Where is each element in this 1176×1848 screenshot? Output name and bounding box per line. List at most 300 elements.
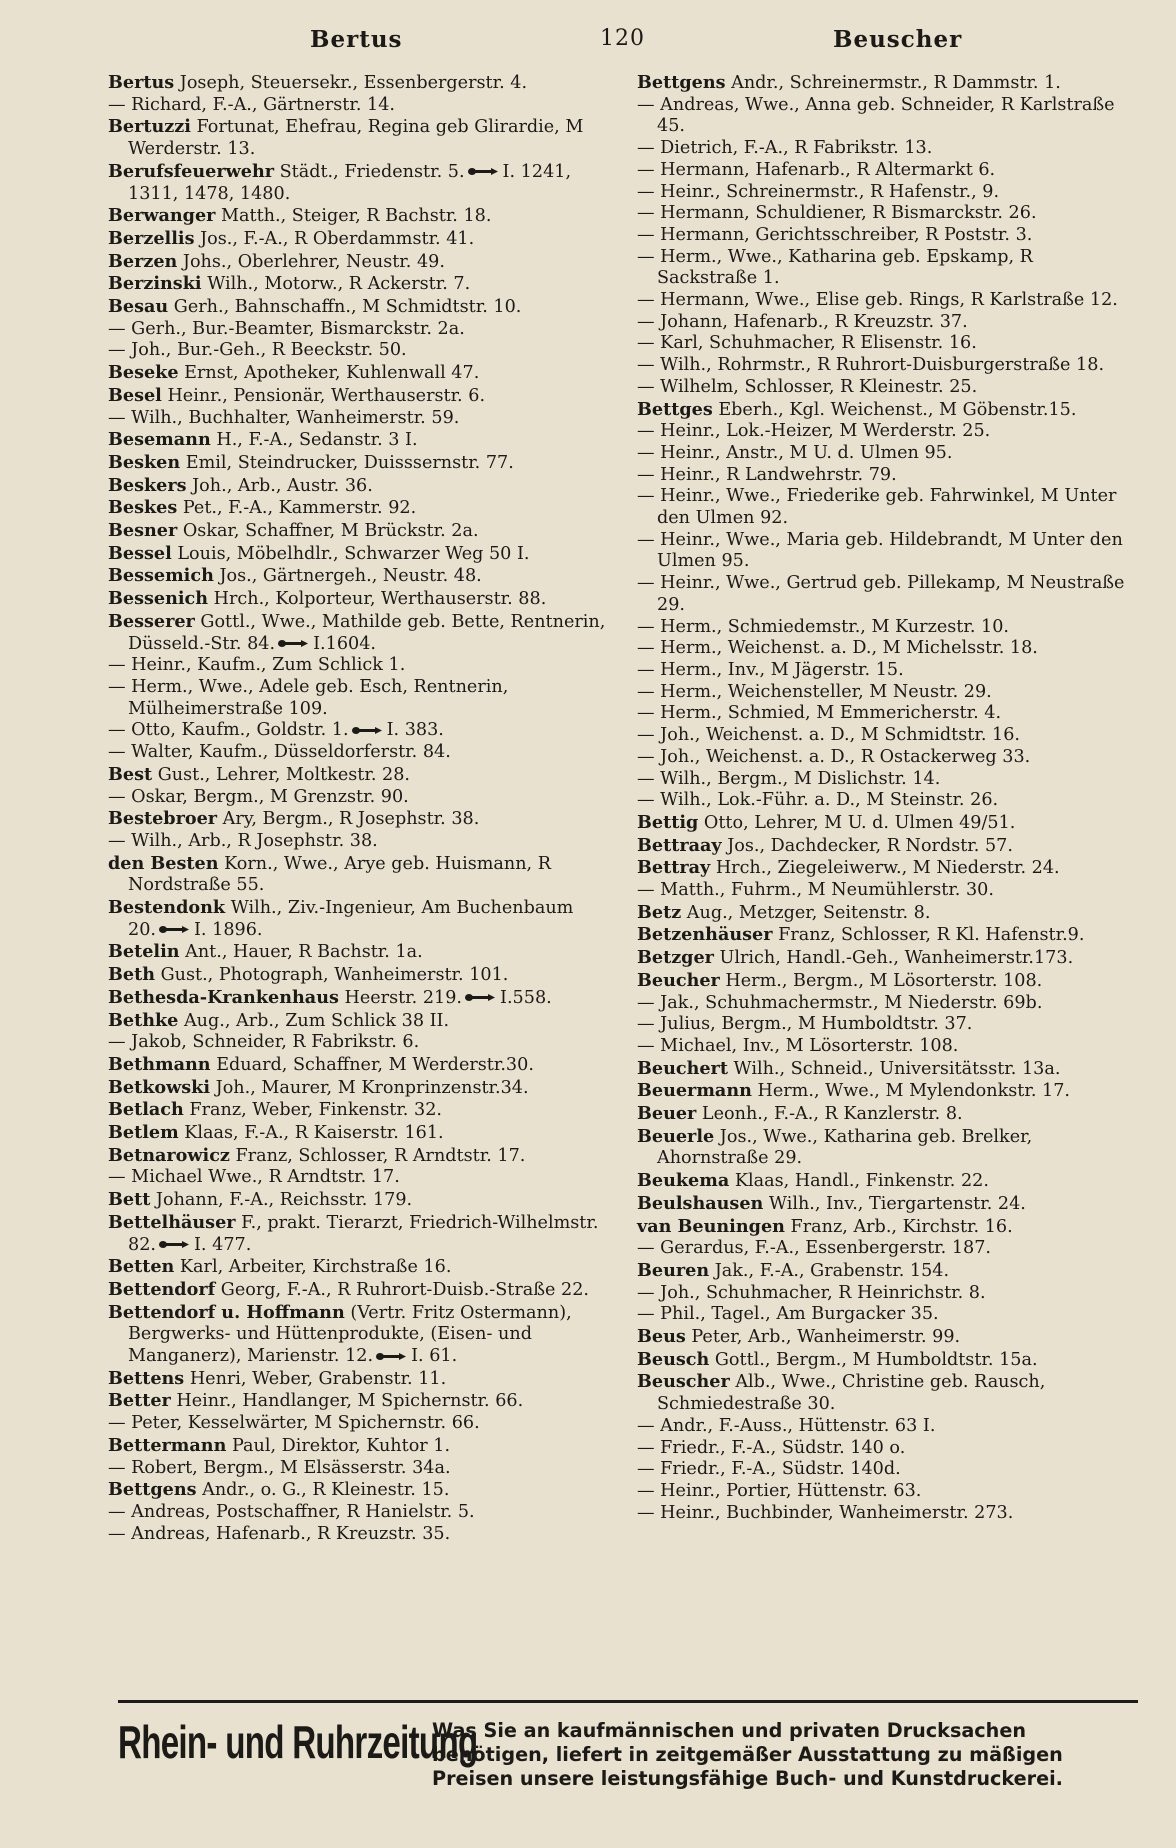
directory-entry: [637, 377, 1137, 399]
entry-details: — Andr., F.-Auss., Hüttenstr. 63 I.: [637, 1415, 936, 1436]
entry-details: Wilh., Ziv.-Ingenieur, Am Buchenbaum 20.: [128, 898, 574, 940]
entry-details: H., F.-A., Sedanstr. 3 I.: [216, 430, 418, 451]
directory-entry: [637, 660, 1137, 682]
directory-entry: [108, 964, 606, 987]
entry-details: Heerstr. 219.: [344, 987, 463, 1008]
directory-entry: [108, 1167, 606, 1189]
directory-entry: [108, 764, 606, 787]
directory-entry: [108, 808, 606, 831]
entry-surname: Beth: [108, 964, 155, 986]
advertisement-banner: [118, 1700, 1138, 1813]
directory-entry: [637, 1481, 1137, 1503]
entry-details: Karl, Arbeiter, Kirchstraße 16.: [179, 1257, 452, 1278]
header-left-keyword: Bertus: [310, 26, 403, 53]
directory-entry: [637, 1216, 1137, 1239]
entry-surname: Besner: [108, 520, 178, 542]
directory-entry: [637, 1260, 1137, 1283]
entry-details: Aug., Metzger, Seitenstr. 8.: [686, 902, 931, 923]
entry-surname: Bettig: [637, 811, 699, 833]
directory-entry: [637, 769, 1137, 791]
directory-entry: [108, 1279, 606, 1302]
entry-details: Paul, Direktor, Kuhtor 1.: [231, 1435, 451, 1456]
entry-surname: Bettray: [637, 857, 711, 879]
directory-entry: [637, 1126, 1137, 1170]
entry-details: Joseph, Steuersekr., Essenbergerstr. 4.: [179, 73, 528, 93]
entry-details: Franz, Weber, Finkenstr. 32.: [189, 1100, 442, 1121]
entry-details: — Andreas, Postschaffner, R Hanielstr. 5.: [108, 1502, 475, 1522]
directory-entry: [637, 72, 1137, 95]
directory-entry: [637, 1193, 1137, 1216]
telephone-icon: [277, 639, 309, 648]
entry-details: — Oskar, Bergm., M Grenzstr. 90.: [108, 786, 409, 807]
directory-entry: [637, 835, 1137, 858]
directory-entry: [108, 1256, 606, 1279]
directory-entry: [637, 617, 1137, 639]
entry-details: — Wilhelm, Schlosser, R Kleinestr. 25.: [637, 376, 978, 397]
entry-surname: Betz: [637, 901, 682, 923]
entry-surname: Berzinski: [108, 273, 202, 295]
entry-details: — Andreas, Wwe., Anna geb. Schneider, R Karlstraße 45.: [637, 94, 1115, 137]
directory-entry: [108, 205, 606, 228]
directory-entry: [108, 1502, 606, 1524]
entry-details: Wilh., Inv., Tiergartenstr. 24.: [768, 1193, 1026, 1214]
directory-entry: [108, 1368, 606, 1391]
directory-entry: [108, 116, 606, 160]
directory-entry: [637, 399, 1137, 422]
directory-entry: [108, 565, 606, 588]
entry-surname: Betelin: [108, 941, 180, 963]
entry-surname: Bett: [108, 1189, 151, 1211]
directory-entry: [108, 655, 606, 677]
entry-surname: Beuerle: [637, 1125, 715, 1147]
entry-details: Andr., o. G., R Kleinestr. 15.: [202, 1480, 450, 1501]
entry-details: Gerh., Bahnschaffn., M Schmidtstr. 10.: [173, 297, 522, 318]
directory-entry: [637, 1238, 1137, 1260]
entry-details: Matth., Steiger, R Bachstr. 18.: [221, 206, 492, 227]
entry-details: Ary, Bergm., R Josephstr. 38.: [222, 809, 480, 830]
directory-entry: [637, 247, 1137, 290]
entry-surname: Besserer: [108, 610, 195, 632]
header-right-keyword: Beuscher: [833, 26, 963, 53]
entry-details: F., prakt. Tierarzt, Friedrich-Wilhelmstr. 82.: [128, 1212, 599, 1255]
entry-details: — Herm., Weichenst. a. D., M Michelsstr. 18.: [637, 638, 1038, 659]
directory-entry: [637, 970, 1137, 993]
telephone-icon: [351, 726, 383, 735]
entry-details: Jos., Dachdecker, R Nordstr. 57.: [727, 835, 1013, 856]
entry-details: — Joh., Weichenst. a. D., M Schmidtstr. 16.: [637, 725, 1020, 746]
entry-details: — Herm., Weichensteller, M Neustr. 29.: [637, 681, 992, 702]
directory-entry: [108, 1390, 606, 1413]
entry-surname: Better: [108, 1390, 171, 1412]
entry-surname: Betten: [108, 1256, 175, 1278]
entry-details: — Jak., Schuhmachermstr., M Niederstr. 69b.: [637, 992, 1043, 1013]
directory-entry: [108, 228, 606, 251]
entry-details: — Friedr., F.-A., Südstr. 140d.: [637, 1459, 901, 1480]
entry-surname: Beskers: [108, 474, 187, 496]
directory-entry: [637, 443, 1137, 465]
directory-entry: [637, 790, 1137, 812]
directory-entry: [637, 947, 1137, 970]
directory-entry: [108, 1189, 606, 1212]
entry-details: — Wilh., Bergm., M Dislichstr. 14.: [637, 768, 941, 789]
entry-surname: van Beuningen: [637, 1215, 785, 1237]
entry-details: Klaas, Handl., Finkenstr. 22.: [734, 1171, 989, 1192]
entry-details: — Michael Wwe., R Arndtstr. 17.: [108, 1167, 400, 1188]
entry-details: Jak., F.-A., Grabenstr. 154.: [714, 1260, 950, 1281]
entry-details: — Herm., Inv., M Jägerstr. 15.: [637, 659, 904, 680]
entry-details: Städt., Friedenstr. 5.: [279, 161, 465, 182]
directory-entry: [637, 1080, 1137, 1103]
entry-details: Georg, F.-A., R Ruhrort-Duisb.-Straße 22.: [220, 1279, 590, 1300]
entry-surname: Best: [108, 763, 153, 785]
entry-details: — Heinr., Buchbinder, Wanheimerstr. 273.: [637, 1502, 1014, 1523]
entry-surname: Besken: [108, 451, 181, 473]
entry-surname: Beuscher: [637, 1371, 730, 1393]
directory-entry: [108, 1212, 606, 1256]
directory-entry: [108, 677, 606, 720]
directory-entry: [637, 1170, 1137, 1193]
entry-surname: Betlach: [108, 1099, 184, 1121]
directory-entry: [108, 787, 606, 809]
directory-entry: [108, 1099, 606, 1122]
entry-details: — Hermann, Gerichtsschreiber, R Poststr. 3.: [637, 224, 1033, 245]
right-column: [637, 72, 1137, 1524]
entry-surname: Besel: [108, 384, 162, 406]
entry-details: Korn., Wwe., Arye geb. Huismann, R Nordstraße 55.: [128, 853, 551, 896]
directory-entry: [108, 831, 606, 853]
entry-details: Gottl., Wwe., Mathilde geb. Bette, Rentnerin, Düsseld.-Str. 84.: [128, 611, 606, 654]
directory-entry: [108, 273, 606, 296]
directory-entry: [637, 160, 1137, 182]
directory-entry: [637, 857, 1137, 880]
directory-entry: [637, 638, 1137, 660]
entry-details: — Hermann, Schuldiener, R Bismarckstr. 26.: [637, 203, 1037, 224]
directory-entry: [637, 812, 1137, 835]
directory-entry: [108, 1122, 606, 1145]
left-column: [108, 72, 606, 1545]
entry-details: Franz, Schlosser, R Kl. Hafenstr.9.: [778, 925, 1085, 946]
directory-entry: [108, 588, 606, 611]
entry-surname: Bessenich: [108, 588, 209, 610]
entry-details: — Joh., Weichenst. a. D., R Ostackerweg 33.: [637, 746, 1031, 767]
directory-entry: [637, 1058, 1137, 1081]
entry-details: Heinr., Pensionär, Werthauserstr. 6.: [167, 385, 486, 406]
directory-entry: [637, 1326, 1137, 1349]
directory-entry: [108, 161, 606, 205]
entry-surname: Bettgens: [637, 72, 726, 93]
directory-entry: [108, 452, 606, 475]
entry-details: Franz, Schlosser, R Arndtstr. 17.: [235, 1145, 526, 1166]
entry-details: Alb., Wwe., Christine geb. Rausch, Schmiedestraße 30.: [657, 1372, 1046, 1415]
directory-entry: [108, 1413, 606, 1435]
directory-entry: [637, 1014, 1137, 1036]
entry-details: Emil, Steindrucker, Duisssernstr. 77.: [185, 452, 514, 473]
entry-details: — Heinr., Wwe., Friederike geb. Fahrwinkel, M Unter den Ulmen 92.: [637, 486, 1117, 529]
advertisement-text: Was Sie an kaufmännischen und privaten Drucksachen benötigen, liefert in zeitgemäßer Ausstattung zu mäßigen Preisen unsere leistungsfähige Buch- und Kunstdruckerei.: [432, 1719, 1063, 1790]
advertisement-title: Rhein- und Ruhrzeitung: [118, 1716, 478, 1768]
entry-details: Pet., F.-A., Kammerstr. 92.: [182, 498, 417, 519]
entry-details: — Phil., Tagel., Am Burgacker 35.: [637, 1304, 939, 1325]
entry-details: Hrch., Ziegeleiwerw., M Niederstr. 24.: [715, 858, 1060, 879]
entry-details: Franz, Arb., Kirchstr. 16.: [790, 1216, 1013, 1237]
entry-details: Ulrich, Handl.-Geh., Wanheimerstr.173.: [719, 948, 1074, 969]
directory-entry: [637, 290, 1137, 312]
entry-details: Andr., Schreinermstr., R Dammstr. 1.: [731, 73, 1061, 93]
entry-surname: Bestebroer: [108, 808, 218, 830]
entry-phone-number: I.558.: [500, 987, 552, 1008]
entry-details: — Wilh., Buchhalter, Wanheimerstr. 59.: [108, 407, 460, 428]
entry-details: — Hermann, Wwe., Elise geb. Rings, R Karlstraße 12.: [637, 290, 1118, 311]
entry-details: Gust., Lehrer, Moltkestr. 28.: [157, 764, 410, 785]
directory-entry: [108, 408, 606, 430]
entry-surname: Besemann: [108, 429, 211, 451]
directory-entry: [108, 362, 606, 385]
directory-entry: [108, 853, 606, 897]
entry-surname: Bettgens: [108, 1479, 197, 1501]
entry-details: Eberh., Kgl. Weichenst., M Göbenstr.15.: [718, 399, 1077, 420]
directory-entry: [637, 355, 1137, 377]
entry-surname: Betkowski: [108, 1076, 211, 1098]
entry-details: Ant., Hauer, R Bachstr. 1a.: [185, 942, 423, 963]
directory-entry: [637, 682, 1137, 704]
entry-surname: Beuchert: [637, 1057, 728, 1079]
directory-entry: [637, 1349, 1137, 1372]
directory-entry: [637, 1371, 1137, 1415]
entry-details: — Walter, Kaufm., Düsseldorferstr. 84.: [108, 742, 451, 763]
entry-details: Hrch., Kolporteur, Werthauserstr. 88.: [213, 589, 547, 610]
entry-details: Johann, F.-A., Reichsstr. 179.: [155, 1190, 413, 1211]
entry-phone-number: I. 1896.: [193, 919, 263, 940]
entry-surname: Beusch: [637, 1348, 710, 1370]
entry-details: Heinr., Handlanger, M Spichernstr. 66.: [176, 1391, 524, 1412]
entry-surname: Besau: [108, 296, 169, 318]
entry-surname: Bettges: [637, 398, 713, 420]
entry-phone-number: I. 1241, 1311, 1478, 1480.: [128, 161, 572, 204]
directory-entry: [637, 465, 1137, 487]
entry-details: — Jakob, Schneider, R Fabrikstr. 6.: [108, 1032, 420, 1053]
entry-details: — Heinr., Portier, Hüttenstr. 63.: [637, 1481, 922, 1501]
directory-entry: [108, 987, 606, 1010]
entry-details: — Wilh., Arb., R Josephstr. 38.: [108, 830, 378, 851]
telephone-icon: [464, 993, 496, 1002]
entry-details: Wilh., Motorw., R Ackerstr. 7.: [207, 274, 471, 295]
entry-details: Jos., F.-A., R Oberdammstr. 41.: [200, 228, 475, 249]
entry-surname: Beuer: [637, 1103, 697, 1125]
entry-details: Wilh., Schneid., Universitätsstr. 13a.: [733, 1058, 1061, 1079]
entry-surname: Bettelhäuser: [108, 1211, 236, 1233]
directory-entry: [637, 95, 1137, 138]
entry-surname: Beseke: [108, 362, 179, 384]
entry-details: — Johann, Hafenarb., R Kreuzstr. 37.: [637, 311, 968, 332]
directory-entry: [637, 182, 1137, 204]
entry-surname: Berzellis: [108, 227, 195, 249]
directory-entry: [108, 72, 606, 95]
entry-surname: Bettraay: [637, 834, 722, 856]
directory-entry: [108, 1524, 606, 1546]
entry-details: — Wilh., Rohrmstr., R Ruhrort-Duisburgerstraße 18.: [637, 355, 1105, 376]
entry-details: — Heinr., Schreinermstr., R Hafenstr., 9.: [637, 181, 1000, 202]
entry-surname: Betnarowicz: [108, 1144, 230, 1166]
directory-entry: [637, 486, 1137, 529]
entry-details: Jos., Gärtnergeh., Neustr. 48.: [219, 566, 482, 587]
entry-details: Klaas, F.-A., R Kaiserstr. 161.: [184, 1123, 444, 1144]
entry-details: Herm., Wwe., M Mylendonkstr. 17.: [757, 1081, 1070, 1102]
entry-details: — Herm., Wwe., Katharina geb. Epskamp, R Sackstraße 1.: [637, 246, 1033, 289]
entry-details: — Peter, Kesselwärter, M Spichernstr. 66.: [108, 1413, 480, 1434]
entry-details: Gottl., Bergm., M Humboldtstr. 15a.: [714, 1349, 1038, 1370]
entry-details: Joh., Maurer, M Kronprinzenstr.34.: [215, 1077, 529, 1098]
entry-surname: Beskes: [108, 497, 178, 519]
directory-entry: [637, 1283, 1137, 1305]
entry-details: — Otto, Kaufm., Goldstr. 1.: [108, 720, 349, 741]
directory-entry: [637, 902, 1137, 925]
entry-details: Leonh., F.-A., R Kanzlerstr. 8.: [701, 1104, 963, 1125]
entry-surname: Bessemich: [108, 565, 214, 587]
directory-entry: [108, 429, 606, 452]
entry-details: Oskar, Schaffner, M Brückstr. 2a.: [182, 521, 479, 542]
telephone-icon: [467, 167, 499, 176]
entry-surname: Bertus: [108, 72, 175, 93]
entry-details: — Joh., Schuhmacher, R Heinrichstr. 8.: [637, 1282, 986, 1303]
entry-surname: Betzenhäuser: [637, 924, 773, 946]
directory-entry: [108, 742, 606, 764]
entry-details: — Gerh., Bur.-Beamter, Bismarckstr. 2a.: [108, 318, 465, 339]
entry-surname: Bestendonk: [108, 897, 226, 919]
entry-surname: Beuren: [637, 1259, 710, 1281]
directory-entry: [108, 497, 606, 520]
entry-surname: den Besten: [108, 852, 219, 874]
entry-surname: Bethmann: [108, 1053, 211, 1075]
directory-entry: [108, 1479, 606, 1502]
entry-details: Gust., Photograph, Wanheimerstr. 101.: [160, 965, 509, 986]
directory-entry: [637, 1103, 1137, 1126]
directory-entry: [108, 1145, 606, 1168]
entry-details: — Herm., Schmiedemstr., M Kurzestr. 10.: [637, 616, 1010, 637]
entry-details: — Herm., Wwe., Adele geb. Esch, Rentnerin, Mülheimerstraße 109.: [108, 676, 509, 719]
directory-entry: [108, 319, 606, 341]
entry-details: — Herm., Schmied, M Emmericherstr. 4.: [637, 703, 1002, 724]
directory-entry: [637, 138, 1137, 160]
entry-details: — Gerardus, F.-A., Essenbergerstr. 187.: [637, 1238, 992, 1259]
directory-entry: [637, 1036, 1137, 1058]
telephone-icon: [158, 1240, 190, 1249]
directory-entry: [637, 924, 1137, 947]
directory-entry: [108, 720, 606, 742]
directory-entry: [637, 530, 1137, 573]
entry-phone-number: I. 61.: [411, 1346, 458, 1367]
entry-details: Louis, Möbelhdlr., Schwarzer Weg 50 I.: [177, 543, 530, 564]
entry-details: — Hermann, Hafenarb., R Altermarkt 6.: [637, 159, 996, 180]
entry-surname: Beulshausen: [637, 1192, 764, 1214]
entry-details: — Matth., Fuhrm., M Neumühlerstr. 30.: [637, 880, 994, 901]
directory-entry: [108, 1435, 606, 1458]
directory-entry: [637, 225, 1137, 247]
entry-details: — Heinr., Lok.-Heizer, M Werderstr. 25.: [637, 421, 991, 442]
entry-surname: Bessel: [108, 542, 172, 564]
entry-surname: Beucher: [637, 969, 720, 991]
entry-details: — Karl, Schuhmacher, R Elisenstr. 16.: [637, 333, 977, 354]
directory-entry: [108, 941, 606, 964]
entry-details: — Heinr., Kaufm., Zum Schlick 1.: [108, 655, 406, 676]
directory-entry: [637, 312, 1137, 334]
entry-details: Aug., Arb., Zum Schlick 38 II.: [183, 1010, 450, 1031]
entry-details: — Andreas, Hafenarb., R Kreuzstr. 35.: [108, 1523, 451, 1544]
entry-surname: Berzen: [108, 250, 178, 272]
entry-details: Johs., Oberlehrer, Neustr. 49.: [182, 251, 445, 272]
telephone-icon: [375, 1352, 407, 1361]
entry-details: — Heinr., Wwe., Gertrud geb. Pillekamp, M Neustraße 29.: [637, 573, 1125, 615]
entry-details: — Friedr., F.-A., Südstr. 140 o.: [637, 1437, 906, 1458]
entry-details: — Robert, Bergm., M Elsässerstr. 34a.: [108, 1457, 451, 1478]
entry-details: Jos., Wwe., Katharina geb. Brelker, Ahornstraße 29.: [657, 1126, 1033, 1169]
directory-entry: [637, 880, 1137, 902]
directory-entry: [637, 1416, 1137, 1438]
directory-entry: [108, 897, 606, 941]
directory-entry: [637, 1503, 1137, 1525]
entry-surname: Beukema: [637, 1170, 730, 1192]
entry-surname: Bethesda-Krankenhaus: [108, 986, 339, 1008]
entry-details: — Michael, Inv., M Lösorterstr. 108.: [637, 1035, 959, 1056]
directory-entry: [108, 543, 606, 566]
directory-entry: [637, 993, 1137, 1015]
directory-entry: [108, 1054, 606, 1077]
entry-details: Joh., Arb., Austr. 36.: [192, 475, 373, 496]
entry-details: Fortunat, Ehefrau, Regina geb Glirardie, M Werderstr. 13.: [128, 117, 584, 160]
entry-surname: Bettendorf: [108, 1278, 216, 1300]
entry-details: — Joh., Bur.-Geh., R Beeckstr. 50.: [108, 340, 407, 361]
directory-entry: [108, 1032, 606, 1054]
directory-entry: [108, 611, 606, 655]
directory-entry: [108, 340, 606, 362]
directory-entry: [637, 333, 1137, 355]
entry-details: — Wilh., Lok.-Führ. a. D., M Steinstr. 26.: [637, 790, 999, 811]
entry-surname: Berwanger: [108, 205, 216, 227]
entry-details: Herm., Bergm., M Lösorterstr. 108.: [725, 970, 1043, 991]
directory-entry: [108, 1077, 606, 1100]
entry-surname: Bethke: [108, 1009, 179, 1031]
entry-details: — Dietrich, F.-A., R Fabrikstr. 13.: [637, 138, 933, 159]
directory-entry: [637, 421, 1137, 443]
entry-surname: Bertuzzi: [108, 116, 191, 138]
entry-details: Eduard, Schaffner, M Werderstr.30.: [216, 1054, 534, 1075]
directory-entry: [108, 1302, 606, 1368]
entry-phone-number: I.1604.: [313, 633, 377, 654]
entry-surname: Beus: [637, 1326, 686, 1348]
directory-entry: [637, 1438, 1137, 1460]
directory-entry: [108, 296, 606, 319]
entry-details: Ernst, Apotheker, Kuhlenwall 47.: [184, 363, 480, 384]
entry-details: Henri, Weber, Grabenstr. 11.: [189, 1368, 447, 1389]
entry-details: — Heinr., Anstr., M U. d. Ulmen 95.: [637, 442, 953, 463]
telephone-icon: [158, 925, 190, 934]
directory-entry: [637, 747, 1137, 769]
directory-entry: [108, 1458, 606, 1480]
directory-entry: [108, 1010, 606, 1033]
directory-entry: [108, 520, 606, 543]
entry-surname: Berufsfeuerwehr: [108, 160, 275, 182]
entry-phone-number: I. 477.: [193, 1234, 252, 1255]
entry-details: — Julius, Bergm., M Humboldtstr. 37.: [637, 1014, 973, 1035]
directory-entry: [637, 573, 1137, 616]
directory-entry: [108, 475, 606, 498]
directory-entry: [108, 251, 606, 274]
directory-entry: [637, 1459, 1137, 1481]
entry-surname: Bettens: [108, 1367, 185, 1389]
entry-surname: Betlem: [108, 1122, 179, 1144]
directory-entry: [637, 703, 1137, 725]
directory-entry: [108, 385, 606, 408]
entry-details: Otto, Lehrer, M U. d. Ulmen 49/51.: [703, 812, 1016, 833]
